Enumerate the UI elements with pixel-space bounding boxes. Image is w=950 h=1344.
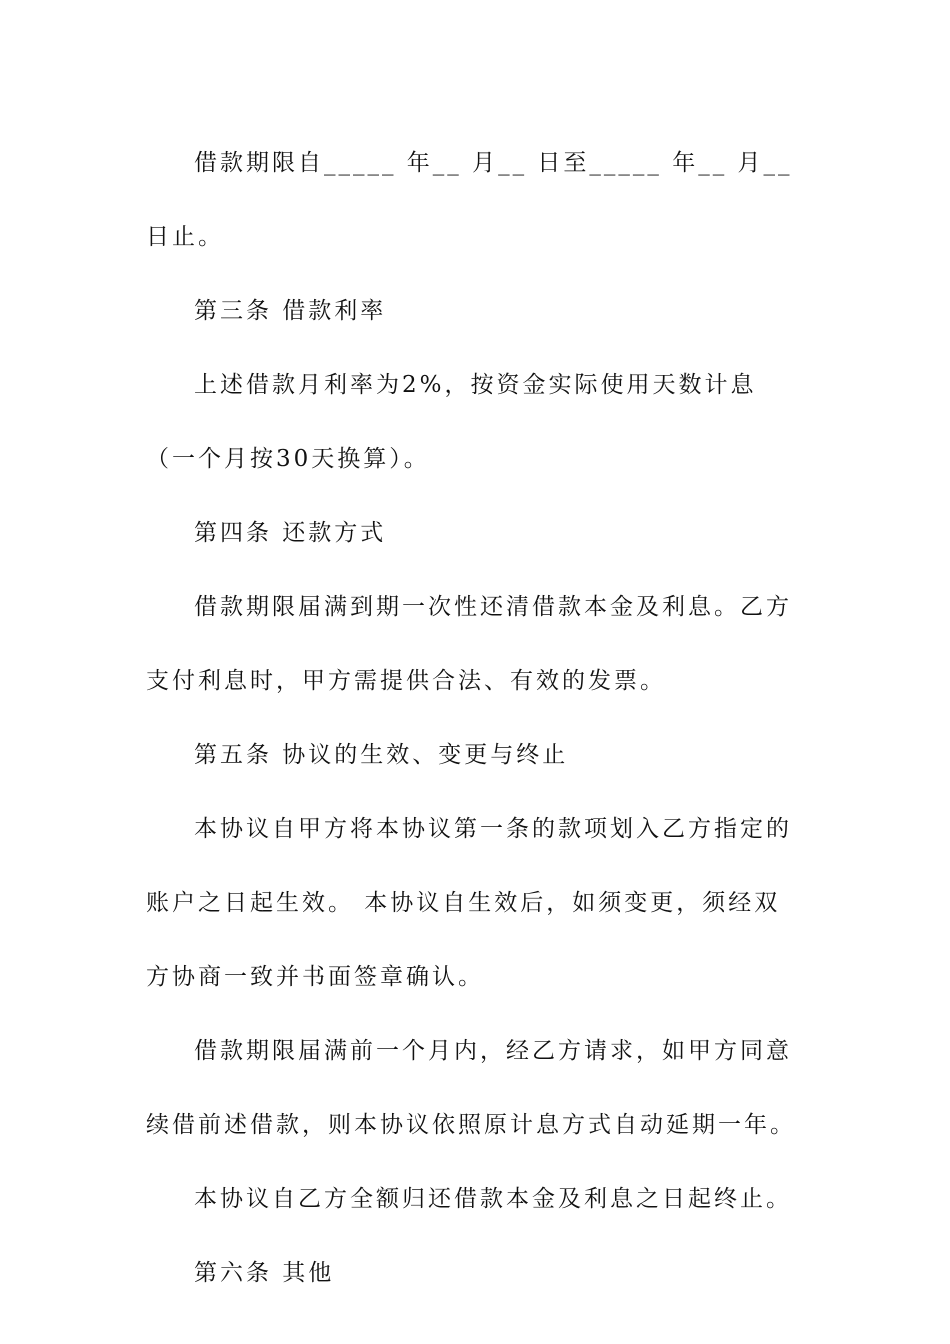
article-5-heading: 第五条 协议的生效、变更与终止 bbox=[194, 742, 569, 768]
article-6-heading: 第六条 其他 bbox=[194, 1260, 335, 1286]
interest-rate-paragraph: 上述借款月利率为2%，按资金实际使用天数计息（一个月按30天换算）。 bbox=[146, 372, 757, 472]
loan-period-paragraph: 借款期限自_____ 年__ 月__ 日至_____ 年__ 月__ 日止。 bbox=[146, 150, 793, 250]
repayment-paragraph: 借款期限届满到期一次性还清借款本金及利息。乙方支付利息时，甲方需提供合法、有效的发票。 bbox=[146, 594, 792, 694]
document-body bbox=[146, 126, 806, 1310]
extension-paragraph: 借款期限届满前一个月内，经乙方请求，如甲方同意续借前述借款，则本协议依照原计息方式自动延期一年。 bbox=[146, 1038, 796, 1138]
effectiveness-paragraph: 本协议自甲方将本协议第一条的款项划入乙方指定的账户之日起生效。 本协议自生效后，如须变更，须经双方协商一致并书面签章确认。 bbox=[146, 816, 792, 990]
article-3-heading: 第三条 借款利率 bbox=[194, 298, 387, 324]
article-4-heading: 第四条 还款方式 bbox=[194, 520, 387, 546]
termination-paragraph: 本协议自乙方全额归还借款本金及利息之日起终止。 bbox=[194, 1186, 792, 1212]
